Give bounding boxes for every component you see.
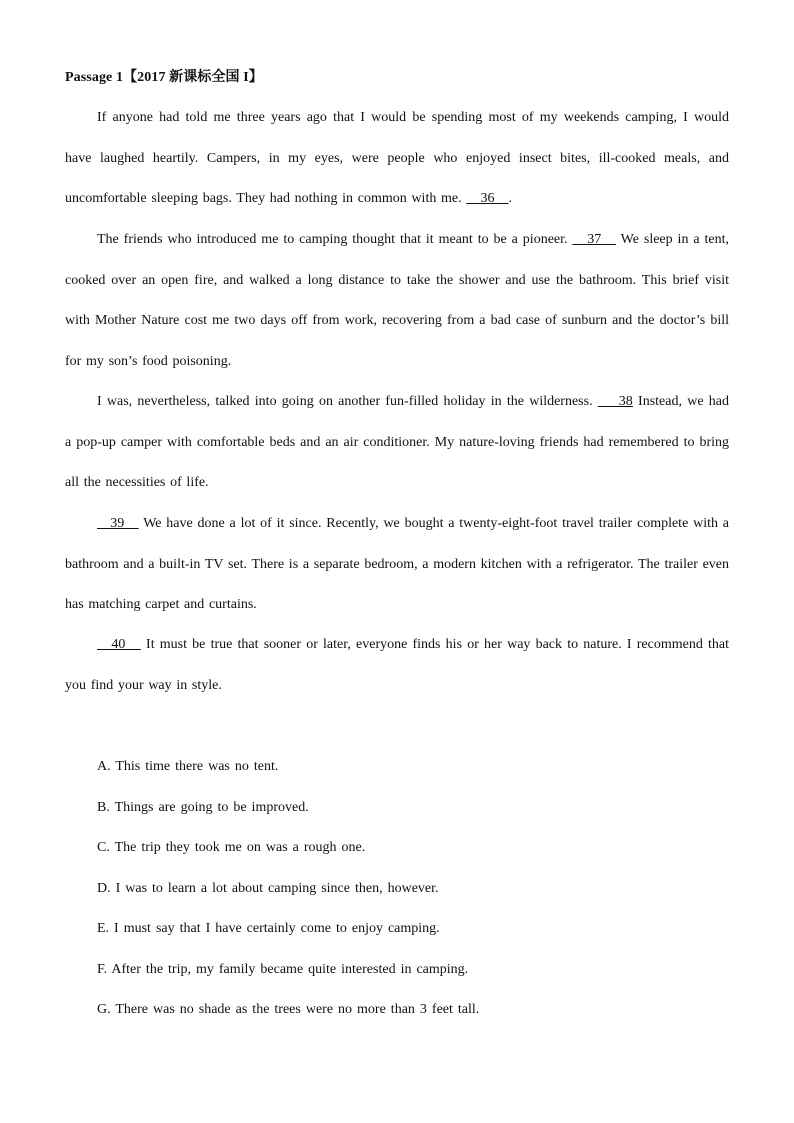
- paragraph-1-end: .: [508, 191, 513, 207]
- paragraph-5: [65, 625, 729, 706]
- paragraph-5-text: It must be true that sooner or later, everyone finds his or her way back to nature. I recommend that you find your way in style.: [65, 637, 730, 693]
- paragraph-4: [65, 504, 729, 626]
- paragraph-2: [65, 220, 729, 382]
- blank-38: 38: [597, 394, 633, 409]
- option-e: E. I must say that I have certainly come to enjoy camping.: [97, 921, 440, 936]
- paragraph-3-text-start: I was, nevertheless, talked into going on another fun-filled holiday in the wilderness.: [97, 394, 598, 409]
- passage-title: Passage 1【2017 新课标全国 I】: [65, 70, 263, 85]
- blank-36: 36: [466, 191, 509, 207]
- option-d: D. I was to learn a lot about camping since then, however.: [97, 881, 439, 896]
- option-f: F. After the trip, my family became quite interested in camping.: [97, 962, 469, 977]
- option-g: G. There was no shade as the trees were no more than 3 feet tall.: [97, 1002, 480, 1017]
- blank-39: 39: [97, 516, 139, 531]
- option-b: B. Things are going to be improved.: [97, 800, 309, 815]
- paragraph-2-text-end: We sleep in a tent, cooked over an open fire, and walked a long distance to take the shower and use the bathroom. This brief visit with Mother Nature cost me two days off from work, recovering from a bad case of sunburn and the doctor’s bill for my son’s food poisoning.: [65, 232, 729, 369]
- blank-40: 40: [97, 637, 141, 652]
- paragraph-3-text-end: Instead, we had a pop-up camper with comfortable beds and an air conditioner. My nature-loving friends had remembered to bring all the necessities of life.: [65, 394, 729, 491]
- option-c: C. The trip they took me on was a rough one.: [97, 840, 366, 855]
- paragraph-3: [65, 382, 729, 504]
- paragraph-1: [65, 98, 729, 220]
- blank-37: 37: [572, 232, 616, 247]
- paragraph-1-text: If anyone had told me three years ago that I would be spending most of my weekends camping, I would have laughed heartily. Campers, in my eyes, were people who enjoyed insect bites, ill-cooked meals, and uncomfortable sleeping bags. They had nothing in common with me.: [65, 110, 729, 207]
- paragraph-4-text: We have done a lot of it since. Recently, we bought a twenty-eight-foot travel trailer complete with a bathroom and a built-in TV set. There is a separate bedroom, a modern kitchen with a refrigerator. The trailer even has matching carpet and curtains.: [65, 516, 730, 613]
- option-a: A. This time there was no tent.: [97, 759, 279, 774]
- paragraph-2-text-start: The friends who introduced me to camping thought that it meant to be a pioneer.: [97, 232, 573, 247]
